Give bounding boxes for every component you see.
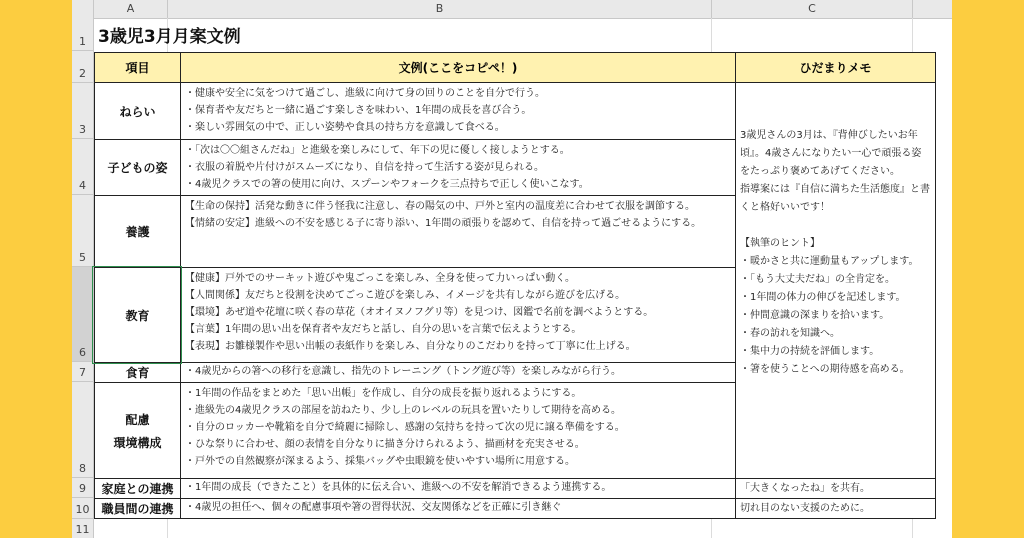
row-header-5[interactable]: 5 bbox=[72, 195, 93, 267]
row-header-7[interactable]: 7 bbox=[72, 362, 93, 382]
memo-line: ・「もう大丈夫だね」の全肯定を。 bbox=[740, 274, 895, 285]
content-line: ・「次は〇〇組さんだね」と進級を楽しみにして、年下の児に優しく接しようとする。 bbox=[185, 145, 570, 156]
memo-line: 切れ目のない支援のために。 bbox=[740, 503, 870, 514]
content-line: 【言葉】1年間の思い出を保育者や友だちと話し、自分の思いを言葉で伝えようとする。 bbox=[185, 324, 582, 335]
label-cell-food[interactable] bbox=[94, 362, 181, 383]
label-cell-consideration[interactable] bbox=[94, 382, 181, 479]
label-text: 子どもの姿 bbox=[107, 161, 168, 175]
memo-line: ・1年間の体力の伸びを記述します。 bbox=[740, 292, 906, 303]
label-text: 環境構成 bbox=[113, 435, 162, 450]
label-text: 教育 bbox=[125, 308, 150, 323]
label-text: 家庭との連携 bbox=[101, 482, 174, 496]
memo-line: ・春の訪れを知識へ。 bbox=[740, 328, 840, 339]
memo-hint-title: 【執筆のヒント】 bbox=[740, 238, 820, 249]
sheet-title[interactable]: 3歳児3月月案文例 bbox=[98, 27, 241, 47]
column-header-b[interactable]: B bbox=[168, 0, 712, 18]
content-line: 【健康】戸外でのサーキット遊びや鬼ごっこを楽しみ、全身を使って力いっぱい動く。 bbox=[185, 273, 575, 284]
content-line: ・戸外での自然観察が深まるよう、採集バッグや虫眼鏡を使いやすい場所に用意する。 bbox=[185, 456, 575, 467]
content-cell-children[interactable] bbox=[180, 139, 736, 196]
content-cell-staff[interactable] bbox=[180, 498, 736, 519]
row-header-2[interactable]: 2 bbox=[72, 51, 93, 83]
label-cell-children[interactable] bbox=[94, 139, 181, 196]
label-text: 職員間の連携 bbox=[101, 502, 174, 516]
memo-line: 指導案には『自信に満ちた生活態度』と書くと格好いいです！ bbox=[740, 184, 930, 213]
spreadsheet bbox=[72, 0, 952, 538]
content-cell-consideration[interactable] bbox=[180, 382, 736, 479]
content-line: ・保育者や友だちと一緒に過ごす楽しさを味わい、1年間の成長を喜び合う。 bbox=[185, 105, 532, 116]
label-text: ねらい bbox=[119, 104, 156, 119]
row-header-1[interactable]: 1 bbox=[72, 18, 93, 51]
label-text: 食育 bbox=[125, 366, 150, 380]
memo-line: ・暖かさと共に運動量もアップします。 bbox=[740, 256, 919, 267]
content-cell-care[interactable] bbox=[180, 195, 736, 268]
label-cell-family[interactable] bbox=[94, 478, 181, 499]
label-cell-education[interactable] bbox=[94, 267, 181, 363]
content-line: ・衣服の着脱や片付けがスムーズになり、自信を持って生活する姿が見られる。 bbox=[185, 162, 544, 173]
content-line: 【環境】あぜ道や花壇に咲く春の草花（オオイヌノフグリ等）を見つけ、図鑑で名前を調べようとする。 bbox=[185, 307, 654, 318]
content-line: 【情緒の安定】進級への不安を感じる子に寄り添い、1年間の頑張りを認めて、自信を持って過ごせるようにする。 bbox=[185, 218, 702, 229]
content-line: ・4歳児の担任へ、個々の配慮事項や箸の習得状況、交友関係などを正確に引き継ぐ bbox=[185, 502, 562, 513]
content-line: ・進級先の4歳児クラスの部屋を訪ねたり、少し上のレベルの玩具を置いたりして期待を高める。 bbox=[185, 405, 622, 416]
select-all-corner[interactable] bbox=[72, 0, 94, 18]
column-header-a[interactable]: A bbox=[94, 0, 168, 18]
row-header-4[interactable]: 4 bbox=[72, 139, 93, 195]
content-line: 【生命の保持】活発な動きに伴う怪我に注意し、春の陽気の中、戸外と室内の温度差に合わせて衣服を調節する。 bbox=[185, 201, 695, 212]
label-cell-care[interactable] bbox=[94, 195, 181, 268]
memo-line: 3歳児さんの3月は、『背伸びしたいお年頃』。4歳さんになりたい一心で頑張る姿をたっぷり褒めてあげてください。 bbox=[740, 130, 922, 177]
row-header-10[interactable]: 10 bbox=[72, 498, 93, 519]
header-memo-label: ひだまりメモ bbox=[799, 61, 872, 75]
label-text: 配慮 bbox=[125, 412, 150, 427]
content-cell-aim[interactable] bbox=[180, 82, 736, 140]
memo-line: ・集中力の持続を評価します。 bbox=[740, 346, 880, 357]
content-line: ・自分のロッカーや靴箱を自分で綺麗に掃除し、感謝の気持ちを持って次の児に譲る準備をする。 bbox=[185, 422, 625, 433]
content-line: ・1年間の作品をまとめた「思い出帳」を作成し、自分の成長を振り返れるようにする。 bbox=[185, 388, 582, 399]
row-header-9[interactable]: 9 bbox=[72, 478, 93, 498]
memo-line: ・箸を使うことへの期待感を高める。 bbox=[740, 364, 910, 375]
label-cell-aim[interactable] bbox=[94, 82, 181, 140]
header-example-cell[interactable] bbox=[180, 52, 736, 83]
content-line: 【人間関係】友だちと役割を決めてごっこ遊びを楽しみ、イメージを共有しながら遊びを広げる。 bbox=[185, 290, 626, 301]
column-header-bar bbox=[72, 0, 952, 19]
memo-cell-family[interactable] bbox=[735, 478, 936, 499]
memo-line: ・仲間意識の深まりを拾います。 bbox=[740, 310, 890, 321]
content-line: 【表現】お雛様製作や思い出帳の表紙作りを楽しみ、自分なりのこだわりを持って丁寧に仕上げる。 bbox=[185, 341, 636, 352]
content-line: ・4歳児クラスでの箸の使用に向け、スプーンやフォークを三点持ちで正しく使いこなす。 bbox=[185, 179, 589, 190]
label-text: 養護 bbox=[125, 225, 150, 239]
memo-spacer bbox=[740, 217, 931, 235]
content-line: ・ひな祭りに合わせ、顔の表情を自分なりに描き分けられるよう、描画材を充実させる。 bbox=[185, 439, 585, 450]
header-example-label: 文例(ここをコピペ！) bbox=[398, 61, 518, 75]
content-cell-food[interactable] bbox=[180, 362, 736, 383]
content-cell-education[interactable] bbox=[180, 267, 736, 363]
content-line: ・楽しい雰囲気の中で、正しい姿勢や食具の持ち方を意識して食べる。 bbox=[185, 122, 505, 133]
header-item-cell[interactable] bbox=[94, 52, 181, 83]
header-memo-cell[interactable] bbox=[735, 52, 936, 83]
content-line: ・4歳児からの箸への移行を意識し、指先のトレーニング（トング遊び等）を楽しみながら行う。 bbox=[185, 366, 621, 377]
memo-cell-main[interactable] bbox=[735, 82, 936, 479]
row-header-8[interactable]: 8 bbox=[72, 382, 93, 478]
row-header-3[interactable]: 3 bbox=[72, 83, 93, 139]
row-header-11[interactable]: 11 bbox=[75, 523, 90, 536]
content-cell-family[interactable] bbox=[180, 478, 736, 499]
memo-line: 「大きくなったね」を共有。 bbox=[740, 483, 870, 494]
column-header-c[interactable]: C bbox=[712, 0, 913, 18]
content-line: ・健康や安全に気をつけて過ごし、進級に向けて身の回りのことを自分で行う。 bbox=[185, 88, 545, 99]
label-cell-staff[interactable] bbox=[94, 498, 181, 519]
row-header-6[interactable]: 6 bbox=[72, 267, 93, 362]
header-item-label: 項目 bbox=[125, 61, 150, 75]
memo-cell-staff[interactable] bbox=[735, 498, 936, 519]
content-line: ・1年間の成長（できたこと）を具体的に伝え合い、進級への不安を解消できるよう連携する。 bbox=[185, 482, 612, 493]
